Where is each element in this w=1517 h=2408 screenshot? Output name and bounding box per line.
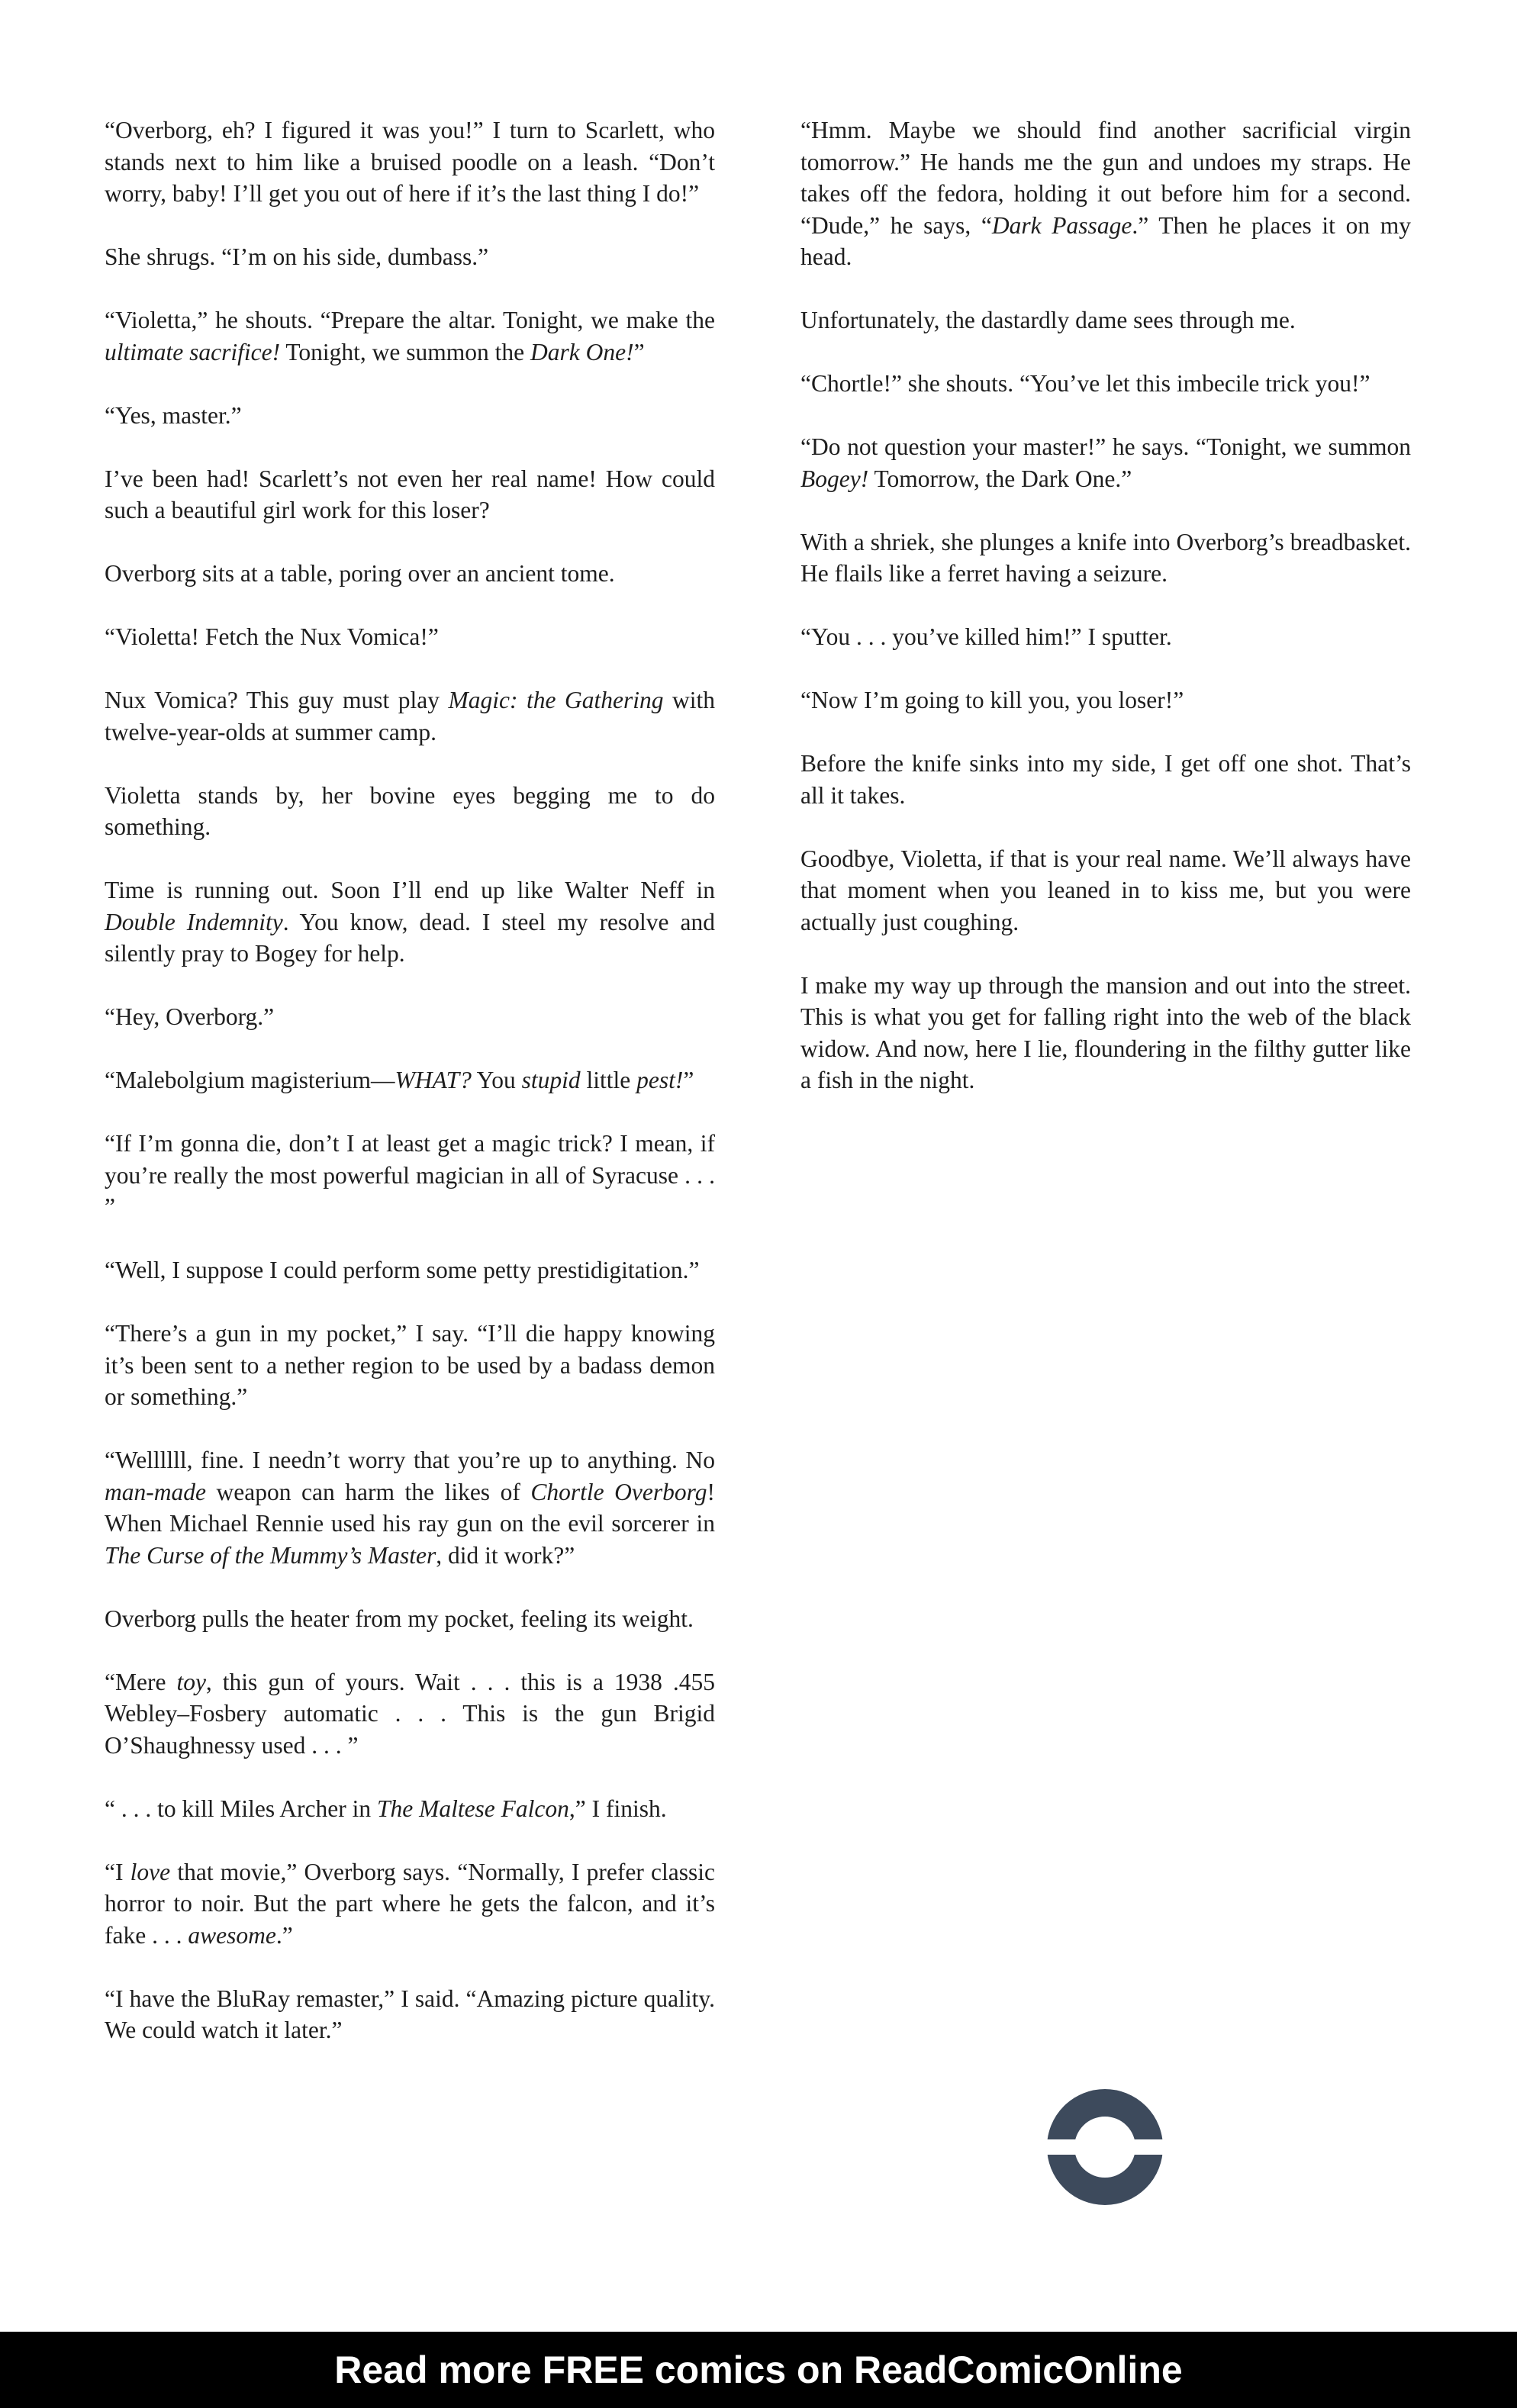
paragraph [105, 1983, 715, 2046]
paragraph [800, 843, 1411, 938]
italic-text-run: The Maltese Falcon [376, 1795, 569, 1822]
paragraph [105, 1254, 715, 1286]
paragraph [105, 621, 715, 653]
text-run: . You know, dead. I steel my resolve and silently pray to Bogey for help. [105, 908, 715, 967]
italic-text-run: ultimate sacrifice! [105, 338, 281, 365]
text-run: “Mere [105, 1668, 177, 1695]
paragraph [105, 463, 715, 526]
italic-text-run: Dark One! [530, 338, 634, 365]
text-run: ” [683, 1067, 694, 1093]
paragraph [105, 304, 715, 368]
italic-text-run: man-made [105, 1478, 206, 1505]
text-run: Before the knife sinks into my side, I get off one shot. That’s all it takes. [800, 750, 1411, 809]
italic-text-run: pest! [636, 1067, 684, 1093]
italic-text-run: Dark Passage [991, 211, 1132, 239]
paragraph [105, 114, 715, 210]
paragraph [105, 558, 715, 590]
text-run: “Malebolgium magisterium— [105, 1067, 395, 1093]
text-run: “Wellllll, fine. I needn’t worry that you’re up to anything. No [105, 1447, 715, 1473]
paragraph [105, 400, 715, 432]
text-run: ” [633, 338, 645, 365]
paragraph [105, 874, 715, 970]
italic-text-run: Double Indemnity [105, 908, 283, 935]
text-run: Tomorrow, the Dark One.” [868, 465, 1132, 492]
paragraph [800, 684, 1411, 716]
paragraph [105, 1444, 715, 1571]
text-run: You [471, 1067, 522, 1093]
text-run: “Do not question your master!” he says. “Tonight, we summon [800, 433, 1411, 460]
text-run: I’ve been had! Scarlett’s not even her real name! How could such a beautiful girl work for this loser? [105, 465, 715, 523]
italic-text-run: Bogey! [800, 465, 869, 492]
text-run: ! When Michael Rennie used his ray gun on the evil sorcerer in [105, 1478, 715, 1537]
text-run: that movie,” Overborg says. “Normally, I prefer classic horror to noir. But the part where he gets the falcon, and it’s fake . . . [105, 1858, 715, 1949]
left-text-column [105, 114, 715, 2078]
paragraph [800, 304, 1411, 336]
text-run: “Now I’m going to kill you, you loser!” [800, 687, 1184, 713]
paragraph [105, 241, 715, 273]
footer-link-text[interactable]: Read more FREE comics on ReadComicOnline [334, 2348, 1183, 2391]
text-run: Violetta stands by, her bovine eyes begging me to do something. [105, 781, 715, 840]
paragraph [800, 748, 1411, 811]
paragraph [105, 780, 715, 843]
text-run: Goodbye, Violetta, if that is your real name. We’ll always have that moment when you leaned in to kiss me, but you were actually just coughing. [800, 845, 1411, 935]
right-text-column [800, 114, 1411, 1128]
italic-text-run: The Curse of the Mummy’s Master [105, 1541, 436, 1569]
paragraph [105, 1318, 715, 1413]
text-run: “Hey, Overborg.” [105, 1003, 275, 1030]
italic-text-run: Chortle Overborg [530, 1478, 707, 1505]
paragraph [800, 114, 1411, 273]
text-run: With a shriek, she plunges a knife into Overborg’s breadbasket. He flails like a ferret having a seizure. [800, 528, 1411, 587]
paragraph [105, 684, 715, 748]
italic-text-run: WHAT? [395, 1067, 472, 1093]
paragraph [105, 1001, 715, 1033]
paragraph [800, 368, 1411, 400]
italic-text-run: love [130, 1858, 171, 1885]
paragraph [800, 526, 1411, 590]
text-run: “If I’m gonna die, don’t I at least get a magic trick? I mean, if you’re really the most powerful magician in all of Syracuse . . . ” [105, 1130, 715, 1220]
text-run: “ . . . to kill Miles Archer in [105, 1795, 377, 1822]
text-run: “You . . . you’ve killed him!” I sputter. [800, 623, 1172, 650]
text-run: Time is running out. Soon I’ll end up like Walter Neff in [105, 877, 715, 903]
text-run: Tonight, we summon the [280, 338, 531, 365]
italic-text-run: Magic: the Gathering [448, 687, 664, 713]
text-run: Unfortunately, the dastardly dame sees through me. [800, 307, 1296, 333]
text-run: Overborg sits at a table, poring over an ancient tome. [105, 560, 615, 587]
text-run: with twelve-year-olds at summer camp. [105, 687, 715, 745]
paragraph [105, 1793, 715, 1825]
text-run: ,” I finish. [568, 1795, 667, 1822]
paragraph [105, 1064, 715, 1096]
text-run: “Violetta,” he shouts. “Prepare the altar. Tonight, we make the [105, 307, 715, 333]
paragraph [800, 970, 1411, 1096]
text-run: “There’s a gun in my pocket,” I say. “I’ll die happy knowing it’s been sent to a nether region to be used by a badass demon or something.” [105, 1320, 715, 1410]
text-run: “I have the BluRay remaster,” I said. “Amazing picture quality. We could watch it later.” [105, 1985, 715, 2043]
paragraph [105, 1856, 715, 1952]
end-of-story-icon [1047, 2089, 1163, 2205]
text-run: “I [105, 1858, 130, 1885]
text-run: “Yes, master.” [105, 401, 242, 429]
text-run: , did it work?” [436, 1541, 575, 1569]
text-run: She shrugs. “I’m on his side, dumbass.” [105, 243, 489, 270]
italic-text-run: awesome [188, 1921, 276, 1949]
paragraph [800, 431, 1411, 494]
paragraph [800, 621, 1411, 653]
paragraph [105, 1666, 715, 1762]
text-run: Nux Vomica? This guy must play [105, 687, 449, 713]
text-run: .” Then he places it on my head. [800, 211, 1412, 270]
italic-text-run: toy [176, 1668, 206, 1695]
paragraph [105, 1603, 715, 1635]
text-run: Overborg pulls the heater from my pocket, feeling its weight. [105, 1605, 694, 1632]
paragraph [105, 1128, 715, 1223]
text-run: “Overborg, eh? I figured it was you!” I turn to Scarlett, who stands next to him like a bruised poodle on a leash. “Don’t worry, baby! I’ll get you out of here if it’s the last thing I do!” [105, 117, 715, 207]
text-run: “Hmm. Maybe we should find another sacrificial virgin tomorrow.” He hands me the gun and undoes my straps. He takes off the fedora, holding it out before him for a second. “Dude,” he says, “ [800, 117, 1411, 239]
text-run: “Violetta! Fetch the Nux Vomica!” [105, 623, 439, 650]
text-run: .” [275, 1921, 293, 1949]
footer-banner[interactable] [0, 2332, 1517, 2408]
text-run: I make my way up through the mansion and out into the street. This is what you get for falling right into the web of the black widow. And now, here I lie, floundering in the filthy gutter like a fish in the night. [800, 971, 1411, 1093]
text-run: , this gun of yours. Wait . . . this is a 1938 .455 Webley–Fosbery automatic . . . This is the gun Brigid O’Shaughnessy used . . . ” [105, 1668, 715, 1759]
text-run: little [580, 1067, 637, 1093]
text-run: “Well, I suppose I could perform some petty prestidigitation.” [105, 1257, 700, 1283]
text-run: “Chortle!” she shouts. “You’ve let this imbecile trick you!” [800, 370, 1370, 397]
italic-text-run: stupid [521, 1067, 581, 1093]
text-run: weapon can harm the likes of [205, 1478, 531, 1505]
